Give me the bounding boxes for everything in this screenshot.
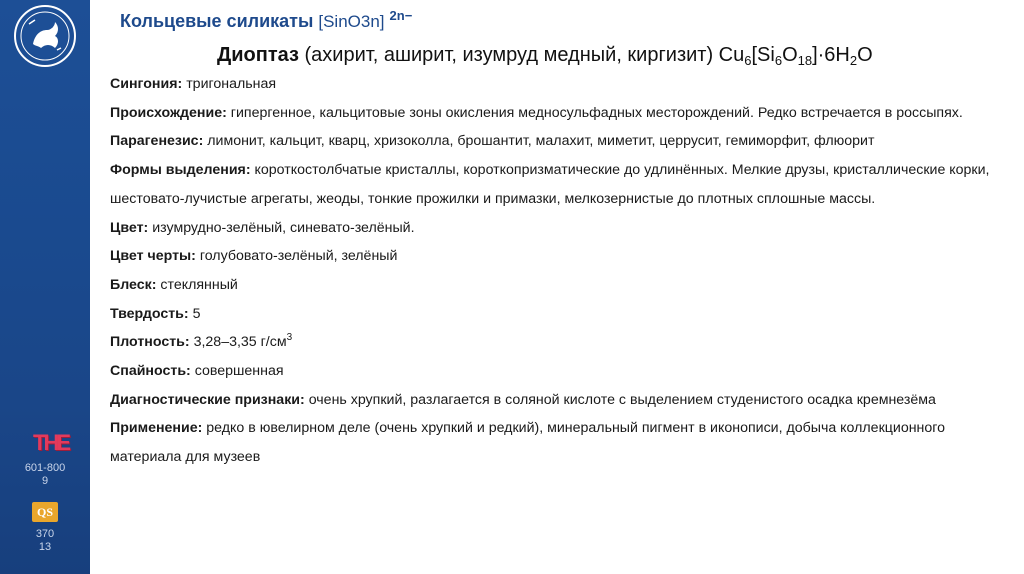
the-logo-icon: THE <box>33 430 68 455</box>
property-row <box>110 300 990 329</box>
property-label: Спайность: <box>110 363 191 380</box>
property-label: Плотность: <box>110 334 190 351</box>
property-value: 3,28–3,35 г/см <box>193 334 287 351</box>
slide-title-charge: 2n− <box>389 8 413 23</box>
property-value: голубовато-зелёный, зелёный <box>199 248 398 265</box>
properties-list <box>110 70 990 472</box>
the-rank-sub: 9 <box>41 475 49 487</box>
property-label: Применение: <box>110 420 203 437</box>
property-label: Парагенезис: <box>110 133 204 150</box>
property-row <box>110 127 990 156</box>
property-value: очень хрупкий, разлагается в соляной кислоте с выделением студенистого осадка кремнезёма <box>308 391 936 408</box>
property-row <box>110 70 990 99</box>
university-logo-icon <box>13 4 77 68</box>
slide-title-formula: [SinO3n] <box>318 12 385 31</box>
property-label: Блеск: <box>110 276 157 293</box>
the-ranking <box>0 428 90 488</box>
property-value: изумрудно-зелёный, синевато-зелёный. <box>152 219 415 236</box>
qs-rank-sub: 13 <box>38 541 52 553</box>
property-unit-sup: 3 <box>286 332 293 344</box>
slide-title-text: Кольцевые силикаты <box>120 11 314 31</box>
slide-title <box>120 8 412 32</box>
qs-ranking <box>0 502 90 554</box>
property-row <box>110 386 990 415</box>
property-value: лимонит, кальцит, кварц, хризоколла, брошантит, малахит, миметит, церрусит, гемиморфит, флюорит <box>207 133 875 150</box>
qs-logo-icon: QS <box>32 502 58 522</box>
property-value: короткостолбчатые кристаллы, короткопризматические до удлинённых. Мелкие друзы, кристаллические корки, шестовато-лучистые агрегаты, жеоды, тонкие прожилки и примазки, мелкозернистые до плотных сплошные массы. <box>110 162 990 207</box>
property-row <box>110 271 990 300</box>
property-label: Твердость: <box>110 305 189 322</box>
property-value: редко в ювелирном деле (очень хрупкий и редкий), минеральный пигмент в иконописи, добыча коллекционного материала для музеев <box>110 420 946 466</box>
property-label: Цвет: <box>110 219 149 236</box>
property-row <box>110 414 990 471</box>
sidebar <box>0 0 90 574</box>
property-row <box>110 214 990 243</box>
mineral-heading <box>217 44 873 68</box>
property-label: Сингония: <box>110 76 183 92</box>
property-value: гипергенное, кальцитовые зоны окисления медносульфадных месторождений. Редко встречается в россыпях. <box>230 104 963 121</box>
property-row <box>110 357 990 386</box>
property-row <box>110 99 990 128</box>
property-row <box>110 156 990 213</box>
property-row <box>110 242 990 271</box>
property-label: Формы выделения: <box>110 162 251 179</box>
property-value: тригональная <box>186 76 277 92</box>
property-label: Диагностические признаки: <box>110 391 305 408</box>
property-value: стеклянный <box>160 276 238 293</box>
property-row <box>110 328 990 357</box>
property-label: Цвет черты: <box>110 248 196 265</box>
the-rank-value: 601-800 <box>24 462 66 474</box>
property-value: совершенная <box>194 363 284 380</box>
qs-rank-value: 370 <box>35 528 55 540</box>
mineral-synonyms: (ахирит, аширит, изумруд медный, киргизит) <box>304 44 714 66</box>
property-value: 5 <box>192 305 201 322</box>
property-label: Происхождение: <box>110 104 227 121</box>
mineral-formula: $Cu_6[Si_6O_{18}]\cdot 6H_2O$ <box>718 44 873 68</box>
mineral-name: Диоптаз <box>217 44 299 66</box>
